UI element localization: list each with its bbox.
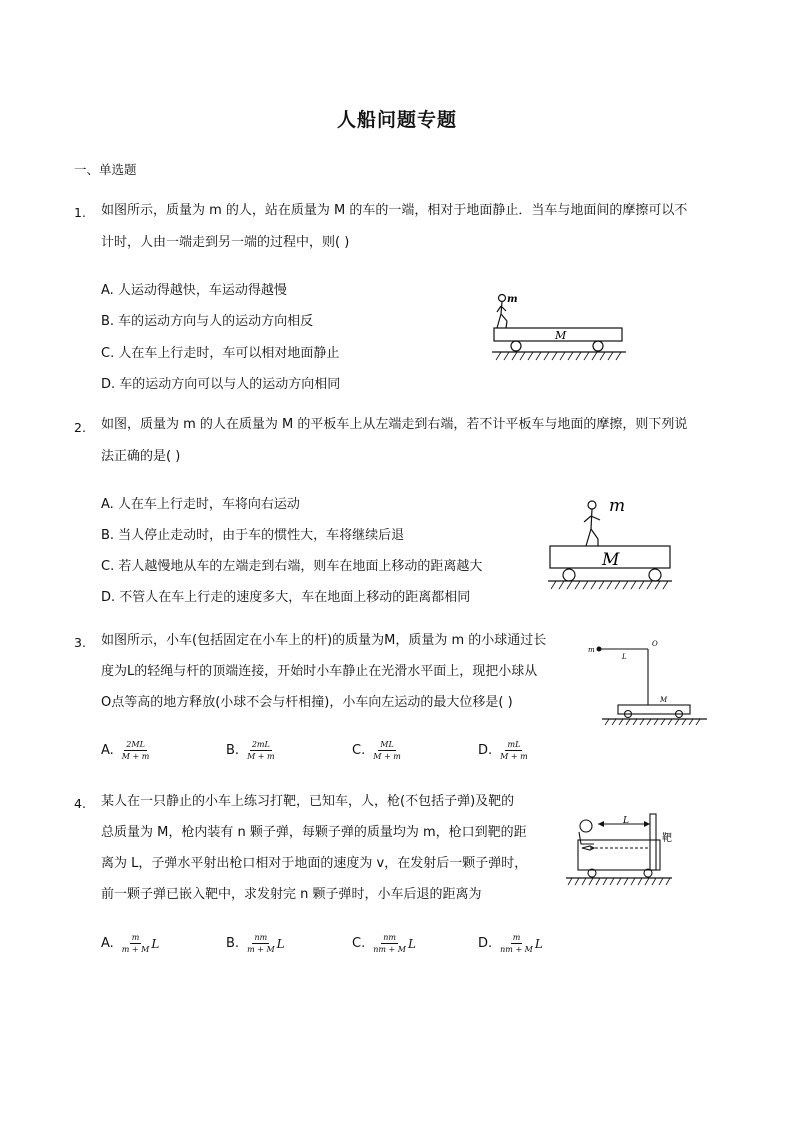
option-label: B.	[226, 936, 240, 951]
question-4-number: 4.	[74, 796, 86, 811]
question-1-option-c[interactable]: C. 人在车上行走时，车可以相对地面静止	[101, 346, 340, 361]
question-4-option-d[interactable]	[478, 933, 543, 954]
question-1-line-2: 计时，人由一端走到另一端的过程中，则( )	[101, 235, 350, 250]
question-2-number: 2.	[74, 420, 86, 435]
option-fraction: $\frac{mL}{M + m}$	[500, 740, 528, 761]
option-fraction: $\frac{2ML}{M + m}$	[121, 740, 150, 761]
option-label: A.	[101, 936, 114, 951]
question-3-figure	[585, 638, 710, 726]
option-tail: L	[534, 936, 543, 951]
question-4-line-1: 某人在一只静止的小车上练习打靶，已知车，人，枪(不包括子弹)及靶的	[101, 794, 515, 809]
question-3-option-d[interactable]	[478, 740, 530, 761]
question-4-line-2: 总质量为 M，枪内装有 n 颗子弹，每颗子弹的质量均为 m，枪口到靶的距	[101, 825, 527, 840]
question-2-option-a[interactable]: A. 人在车上行走时，车将向右运动	[101, 497, 300, 512]
question-4-figure	[560, 810, 685, 888]
fig1-label-m: m	[507, 294, 518, 305]
fig2-label-m: m	[609, 496, 626, 516]
question-2-figure	[545, 495, 675, 593]
question-3-option-b[interactable]	[226, 740, 277, 761]
question-3-number: 3.	[74, 635, 86, 650]
option-fraction: $\frac{ML}{M + m}$	[373, 740, 401, 761]
option-fraction: $\frac{m}{m + M}$	[121, 933, 150, 954]
question-2-option-c[interactable]: C. 若人越慢地从车的左端走到右端，则车在地面上移动的距离越大	[101, 559, 483, 574]
question-4-option-b[interactable]	[226, 933, 285, 954]
question-1-option-d[interactable]: D. 车的运动方向可以与人的运动方向相同	[101, 377, 341, 392]
ball-icon	[597, 647, 602, 652]
fig3-label-O: O	[652, 640, 658, 648]
question-2-option-b[interactable]: B. 当人停止走动时，由于车的惯性大，车将继续后退	[101, 528, 405, 543]
question-3-option-c[interactable]	[352, 740, 403, 761]
section-heading: 一、单选题	[74, 162, 137, 177]
question-3-line-1: 如图所示，小车(包括固定在小车上的杆)的质量为M，质量为 m 的小球通过长	[101, 633, 547, 648]
option-label: D.	[478, 936, 493, 951]
question-3-option-a[interactable]	[101, 740, 151, 761]
question-3-line-3: O点等高的地方释放(小球不会与杆相撞)，小车向左运动的最大位移是( )	[101, 695, 513, 710]
question-4-line-3: 离为 L，子弹水平射出枪口相对于地面的速度为 v，在发射后一颗子弹时，	[101, 856, 528, 871]
fig4-label-L: L	[623, 816, 629, 826]
fig3-label-M: M	[660, 696, 668, 704]
question-1-option-a[interactable]: A. 人运动得越快，车运动得越慢	[101, 283, 287, 298]
page-title: 人船问题专题	[336, 109, 457, 131]
option-fraction: $\frac{2mL}{M + m}$	[247, 740, 275, 761]
question-1-line-1: 如图所示，质量为 m 的人，站在质量为 M 的车的一端，相对于地面静止．当车与地面间的摩擦可以不	[101, 203, 688, 218]
question-3-line-2: 度为L的轻绳与杆的顶端连接，开始时小车静止在光滑水平面上，现把小球从	[101, 664, 538, 679]
fig2-label-M: M	[602, 550, 620, 570]
option-fraction: $\frac{nm}{nm + M}$	[373, 933, 406, 954]
fig3-label-L: L	[622, 653, 627, 661]
option-fraction: $\frac{nm}{m + M}$	[247, 933, 275, 954]
question-1-number: 1.	[74, 205, 86, 220]
question-4-line-4: 前一颗子弹已嵌入靶中，求发射完 n 颗子弹时，小车后退的距离为	[101, 887, 482, 902]
question-2-line-2: 法正确的是( )	[101, 449, 181, 464]
option-label: D.	[478, 743, 493, 758]
option-label: C.	[352, 743, 366, 758]
option-label: A.	[101, 743, 114, 758]
question-2-option-d[interactable]: D. 不管人在车上行走的速度多大，车在地面上移动的距离都相同	[101, 590, 471, 605]
fig3-label-m: m	[588, 646, 595, 654]
option-tail: L	[407, 936, 416, 951]
option-label: C.	[352, 936, 366, 951]
question-1-option-b[interactable]: B. 车的运动方向与人的运动方向相反	[101, 314, 314, 329]
option-label: B.	[226, 743, 240, 758]
fig4-label-target: 靶	[662, 833, 672, 844]
question-4-option-a[interactable]	[101, 933, 159, 954]
question-4-option-c[interactable]	[352, 933, 416, 954]
question-2-line-1: 如图，质量为 m 的人在质量为 M 的平板车上从左端走到右端，若不计平板车与地面的摩擦，则下列说	[101, 417, 688, 432]
option-tail: L	[276, 936, 285, 951]
option-fraction: $\frac{m}{nm + M}$	[500, 933, 533, 954]
fig1-label-M: M	[555, 329, 567, 342]
question-1-figure	[488, 290, 630, 362]
option-tail: L	[151, 936, 160, 951]
